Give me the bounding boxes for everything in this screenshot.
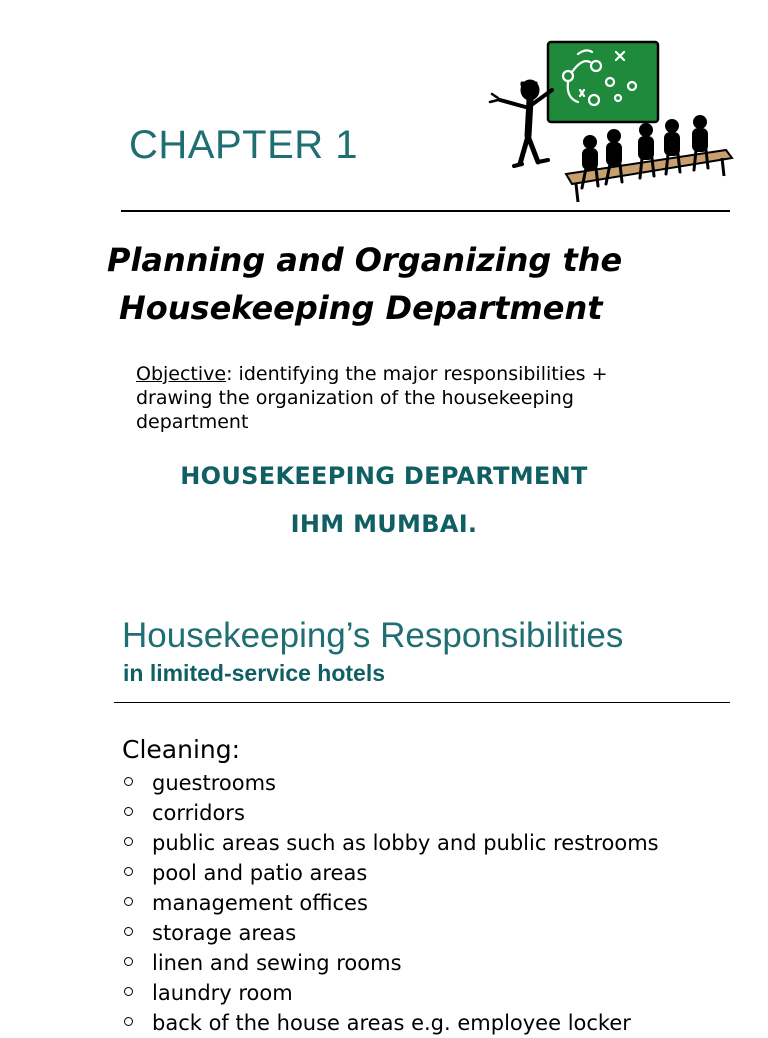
list-item-text: pool and patio areas (152, 861, 368, 885)
list-item-text: corridors (152, 801, 245, 825)
org-name: HOUSEKEEPING DEPARTMENT (180, 462, 588, 490)
hollow-circle-bullet-icon (124, 777, 133, 786)
hollow-circle-bullet-icon (124, 957, 133, 966)
list-item (122, 1008, 742, 1038)
cleaning-list (122, 768, 742, 1038)
main-title-line-2: Housekeeping Department (119, 289, 603, 327)
chapter-title: CHAPTER 1 (129, 123, 358, 167)
objective-text (136, 362, 676, 434)
section-subtitle: in limited-service hotels (123, 660, 386, 686)
list-item-text: back of the house areas e.g. employee locker (152, 1011, 631, 1035)
list-item-text: public areas such as lobby and public restrooms (152, 831, 659, 855)
list-item (122, 948, 742, 978)
hollow-circle-bullet-icon (124, 807, 133, 816)
list-item-text: guestrooms (152, 771, 277, 795)
objective-label: Objective (136, 363, 227, 385)
hollow-circle-bullet-icon (124, 837, 133, 846)
cleaning-heading: Cleaning: (122, 735, 241, 764)
list-item (122, 918, 742, 948)
section-title: Housekeeping’s Responsibilities (122, 616, 624, 655)
main-title (107, 236, 727, 332)
objective-description: : identifying the major responsibilities + drawing the organization of the housekeeping department (136, 363, 608, 433)
list-item (122, 978, 742, 1008)
list-item-text: laundry room (152, 981, 293, 1005)
list-item-text: management offices (152, 891, 368, 915)
list-item (122, 888, 742, 918)
hollow-circle-bullet-icon (124, 867, 133, 876)
section-divider (114, 702, 730, 703)
title-divider (121, 210, 730, 212)
list-item (122, 768, 742, 798)
hollow-circle-bullet-icon (124, 897, 133, 906)
list-item-text: storage areas (152, 921, 297, 945)
list-item (122, 798, 742, 828)
list-item (122, 858, 742, 888)
main-title-line-1: Planning and Organizing the (107, 241, 623, 279)
org-location: IHM MUMBAI. (290, 510, 478, 538)
hollow-circle-bullet-icon (124, 927, 133, 936)
coach-chalkboard-students-icon (486, 38, 736, 206)
hollow-circle-bullet-icon (124, 1017, 133, 1026)
list-item (122, 828, 742, 858)
hollow-circle-bullet-icon (124, 987, 133, 996)
list-item-text: linen and sewing rooms (152, 951, 402, 975)
